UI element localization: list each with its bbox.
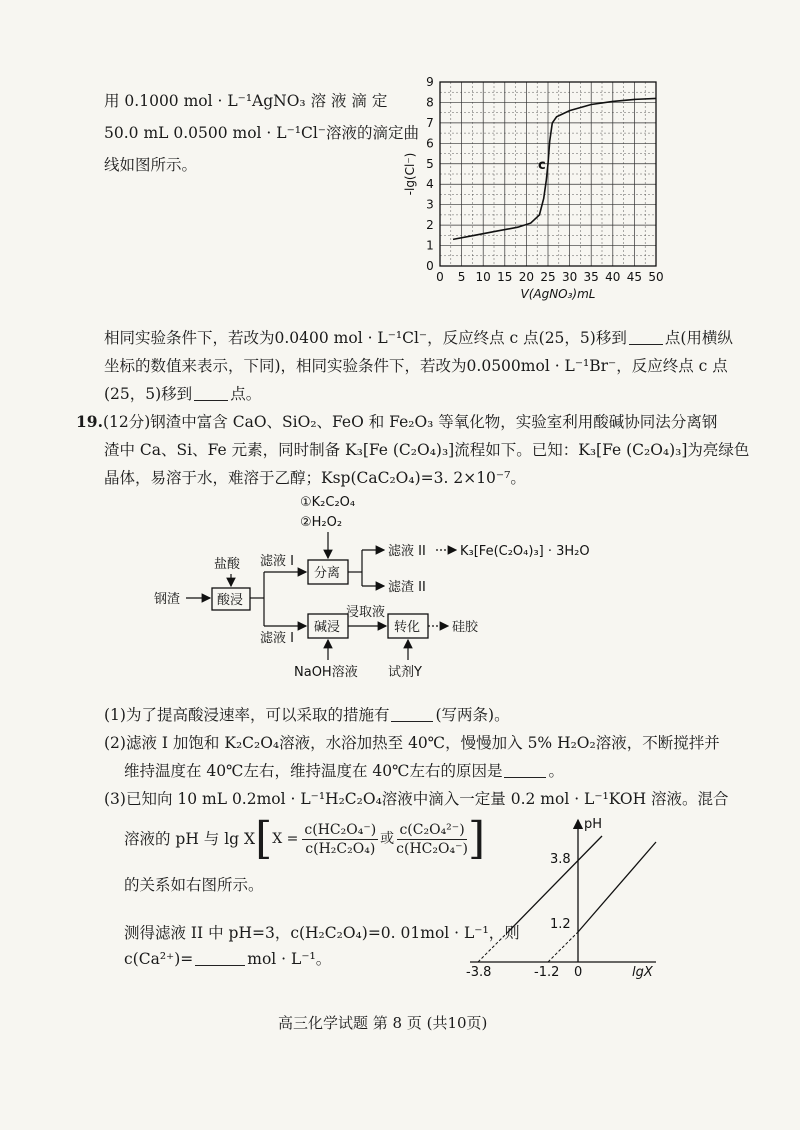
process-flowchart: [140, 492, 740, 692]
q19-s2-text-b: 。: [548, 762, 564, 780]
q18-question-line-2: 坐标的数值来表示，下同)，相同实验条件下，若改为0.0500mol · L⁻¹Br⁻，反应终点 c 点: [104, 357, 728, 375]
y-tick-label: 4: [426, 177, 434, 192]
q19-s1-text-a: (1)为了提高酸浸速率，可以采取的措施有: [104, 706, 390, 724]
q19-sub-2-line-1: (2)滤液 I 加饱和 K₂C₂O₄溶液，水浴加热至 40℃，慢慢加入 5% H₂O₂溶液，不断搅拌并: [104, 734, 720, 752]
x-tick-label: 50: [648, 270, 664, 284]
x-tick-label: 25: [540, 270, 556, 284]
q19-sub-1: [104, 702, 510, 728]
ph-tick-1-2: 1.2: [550, 917, 571, 932]
x-tick-label: 0: [436, 270, 444, 284]
y-tick-label: 3: [426, 197, 434, 212]
x-tick-label: 30: [561, 270, 578, 284]
flow-alk-box-label: 碱浸: [314, 620, 341, 635]
flow-out-bottom: 滤渣 II: [388, 580, 426, 595]
ph-tick-neg-1-2: -1.2: [534, 965, 560, 980]
q19-sub-3-line-5: [124, 946, 331, 972]
q18-question-line-1: [104, 325, 733, 351]
q18-question-line-3: [104, 381, 261, 407]
y-tick-label: 8: [426, 95, 434, 110]
q19-number: 19.: [76, 412, 103, 431]
fraction-2-num: c(C₂O₄²⁻): [399, 821, 465, 838]
q18-line-3: 线如图所示。: [104, 156, 198, 174]
ph-line-2-dashed: [548, 932, 578, 962]
flow-sep-reagent-1: ①K₂C₂O₄: [300, 495, 356, 510]
point-c-label: c: [538, 157, 546, 173]
q18-q3-text-b: 点。: [230, 385, 262, 403]
y-tick-label: 0: [426, 259, 434, 273]
x-tick-label: 20: [518, 270, 535, 284]
fraction-1-num: c(HC₂O₄⁻): [304, 821, 377, 838]
ph-line-2: [578, 842, 656, 932]
titration-chart: [400, 70, 680, 310]
q19-intro-1: 钢渣中富含 CaO、SiO₂、FeO 和 Fe₂O₃ 等氧化物，实验室利用酸碱协同法分离钢: [150, 413, 718, 431]
or-text: 或: [380, 831, 395, 847]
page-footer: 高三化学试题 第 8 页 (共10页): [278, 1014, 488, 1032]
q19-intro-line-2: 渣中 Ca、Si、Fe 元素，同时制备 K₃[Fe (C₂O₄)₃]流程如下。已知：K₃[Fe (C₂O₄)₃]为亮绿色: [104, 441, 750, 459]
x-tick-label: 5: [457, 270, 466, 284]
y-tick-label: 7: [426, 115, 434, 130]
q19-intro-line-1: [76, 409, 717, 435]
q18-q1-text-a: 相同实验条件下，若改为0.0400 mol · L⁻¹Cl⁻，反应终点 c 点(25，5)移到: [104, 329, 627, 347]
answer-blank[interactable]: [391, 705, 433, 722]
x-equals: X =: [272, 831, 299, 847]
ph-tick-0: 0: [574, 965, 583, 980]
y-tick-label: 2: [426, 218, 434, 233]
flow-conv-box-label: 转化: [394, 620, 421, 635]
y-tick-label: 1: [426, 238, 434, 253]
q19-s1-text-b: (写两条)。: [435, 706, 510, 724]
fraction-1-den: c(H₂C₂O₄): [305, 840, 376, 857]
q19-score: (12分): [102, 413, 151, 431]
q19-intro-line-3: 晶体，易溶于水，难溶于乙醇；Ksp(CaC₂O₄)=3. 2×10⁻⁷。: [104, 469, 526, 487]
flow-filtrate-up: 滤液 I: [260, 554, 294, 569]
answer-blank[interactable]: [194, 384, 228, 401]
x-axis-label: V(AgNO₃)mL: [520, 287, 596, 301]
answer-blank[interactable]: [195, 949, 245, 966]
x-tick-label: 15: [497, 270, 513, 284]
q19-s3-text-a: 溶液的 pH 与 lg X: [124, 830, 256, 848]
q19-s3-text-5b: mol · L⁻¹。: [247, 950, 332, 968]
x-tick-label: 45: [626, 270, 643, 284]
y-tick-label: 9: [426, 75, 434, 89]
q19-s2-text-a: 维持温度在 40℃左右，维持温度在 40℃左右的原因是: [124, 762, 503, 780]
flow-acid-box-label: 酸浸: [217, 593, 244, 608]
flow-alk-reagent: NaOH溶液: [294, 665, 358, 680]
q19-sub-3-line-4: 测得滤液 II 中 pH=3，c(H₂C₂O₄)=0. 01mol · L⁻¹，则: [124, 924, 520, 942]
q18-q1-text-b: 点(用横纵: [664, 329, 733, 347]
flow-sep-reagent-2: ②H₂O₂: [300, 515, 343, 530]
flow-sep-box-label: 分离: [314, 566, 341, 581]
fraction-2-den: c(HC₂O₄⁻): [396, 840, 468, 857]
flow-out-top: 滤液 II: [388, 544, 426, 559]
ph-ylabel: pH: [584, 817, 603, 832]
ph-line-1-dashed: [478, 932, 508, 962]
answer-blank[interactable]: [504, 761, 546, 778]
flow-leach: 浸取液: [346, 605, 386, 620]
q18-q3-text-a: (25，5)移到: [104, 385, 193, 403]
ph-xlabel: lgX: [632, 965, 653, 980]
fraction-1: [302, 821, 378, 858]
ph-lgx-chart: [460, 810, 670, 982]
flow-product: K₃[Fe(C₂O₄)₃] · 3H₂O: [460, 544, 590, 559]
q18-line-2: 50.0 mL 0.0500 mol · L⁻¹Cl⁻溶液的滴定曲: [104, 124, 419, 142]
answer-blank[interactable]: [629, 328, 663, 345]
ph-tick-3-8: 3.8: [550, 852, 571, 867]
q19-sub-2-line-2: [124, 758, 564, 784]
q19-sub-3-line-1: (3)已知向 10 mL 0.2mol · L⁻¹H₂C₂O₄溶液中滴入一定量 0.2 mol · L⁻¹KOH 溶液。混合: [104, 790, 729, 808]
q18-line-1: 用 0.1000 mol · L⁻¹AgNO₃ 溶 液 滴 定: [104, 92, 388, 110]
fraction-2: [396, 821, 468, 858]
y-tick-label: 5: [426, 156, 434, 171]
q19-sub-3-formula: 溶液的 pH 与 lg X [ X = $\frac{\text{c(HC₂O₄⁻)}}{\text{c(H₂C₂O₄)}}$ 或 $\frac{\text{c(C₂O₄²⁻)}}{\text{c(HC₂O₄⁻)}}$ ]: [124, 813, 486, 864]
q19-sub-3-line-3: 的关系如右图所示。: [124, 876, 264, 894]
x-tick-label: 35: [583, 270, 599, 284]
y-tick-label: 6: [426, 136, 434, 151]
x-tick-label: 40: [605, 270, 621, 284]
flow-filtrate-down: 滤液 I: [260, 631, 294, 646]
flow-final: 硅胶: [452, 620, 479, 635]
x-tick-label: 10: [475, 270, 491, 284]
flow-acid-reagent: 盐酸: [214, 557, 241, 572]
ph-tick-neg-3-8: -3.8: [466, 965, 492, 980]
flow-start-label: 钢渣: [154, 592, 181, 607]
flow-conv-reagent: 试剂Y: [388, 665, 422, 680]
q19-s3-text-5a: c(Ca²⁺)=: [124, 950, 194, 968]
y-axis-label: -lg(Cl⁻): [403, 152, 417, 196]
